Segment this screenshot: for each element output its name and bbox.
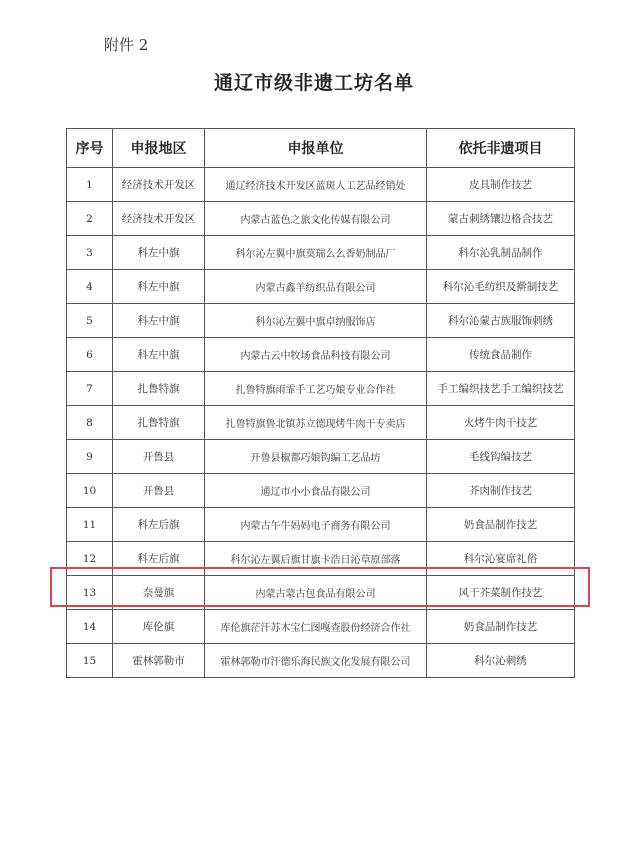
table-row: [67, 372, 575, 406]
cell-index: 7: [67, 372, 113, 406]
table-row: [67, 202, 575, 236]
cell-region: 经济技术开发区: [113, 202, 205, 236]
cell-unit: 通辽经济技术开发区蓝斑人工艺品经销处: [205, 168, 427, 202]
cell-index: 14: [67, 610, 113, 644]
cell-project: 蒙古刺绣镶边格合技艺: [427, 202, 575, 236]
cell-unit: 内蒙古蒙古包食品有限公司: [205, 576, 427, 610]
cell-unit: 库伦旗茫汗苏木宝仁图嘎查股份经济合作社: [205, 610, 427, 644]
cell-project: 毛线钩编技艺: [427, 440, 575, 474]
cell-unit: 内蒙古云中牧场食品科技有限公司: [205, 338, 427, 372]
cell-region: 经济技术开发区: [113, 168, 205, 202]
cell-unit: 霍林郭勒市汗德乐海民族文化发展有限公司: [205, 644, 427, 678]
cell-region: 霍林郭勒市: [113, 644, 205, 678]
cell-project: 科尔沁刺绣: [427, 644, 575, 678]
table-row: [67, 508, 575, 542]
cell-region: 科左中旗: [113, 270, 205, 304]
cell-index: 1: [67, 168, 113, 202]
table-row: [67, 168, 575, 202]
document-title: 通辽市级非遗工坊名单: [213, 72, 414, 94]
cell-unit: 扎鲁特旗鲁北镇苏立德现烤牛肉干专卖店: [205, 406, 427, 440]
cell-index: 4: [67, 270, 113, 304]
header-region: 申报地区: [113, 129, 205, 168]
cell-index: 11: [67, 508, 113, 542]
cell-index: 6: [67, 338, 113, 372]
cell-project: 手工编织技艺手工编织技艺: [427, 372, 575, 406]
cell-unit: 科尔沁左翼后旗甘旗卡浩日沁草原部落: [205, 542, 427, 576]
table-row: [67, 644, 575, 678]
cell-unit: 内蒙古午牛妈妈电子商务有限公司: [205, 508, 427, 542]
table-row: [67, 576, 575, 610]
cell-unit: 扎鲁特旗雨霏手工艺巧娘专业合作社: [205, 372, 427, 406]
cell-project: 科尔沁蒙古族服饰刺绣: [427, 304, 575, 338]
cell-index: 15: [67, 644, 113, 678]
cell-project: 奶食品制作技艺: [427, 610, 575, 644]
cell-index: 3: [67, 236, 113, 270]
cell-index: 8: [67, 406, 113, 440]
cell-region: 科左中旗: [113, 236, 205, 270]
cell-project: 科尔沁乳制品制作: [427, 236, 575, 270]
cell-region: 科左后旗: [113, 542, 205, 576]
cell-index: 5: [67, 304, 113, 338]
cell-project: 皮具制作技艺: [427, 168, 575, 202]
attachment-label: 附件 2: [104, 36, 149, 54]
cell-unit: 内蒙古蓝色之旅文化传媒有限公司: [205, 202, 427, 236]
table-row: [67, 304, 575, 338]
cell-region: 科左中旗: [113, 304, 205, 338]
cell-project: 风干芥菜制作技艺: [427, 576, 575, 610]
cell-project: 奶食品制作技艺: [427, 508, 575, 542]
cell-unit: 科尔沁左翼中旗莫瑞么么香奶制品厂: [205, 236, 427, 270]
cell-region: 库伦旗: [113, 610, 205, 644]
table-row: [67, 236, 575, 270]
header-unit: 申报单位: [205, 129, 427, 168]
table-row: [67, 474, 575, 508]
header-project: 依托非遗项目: [427, 129, 575, 168]
heritage-workshop-table: [66, 128, 575, 678]
table-row: [67, 406, 575, 440]
cell-index: 2: [67, 202, 113, 236]
cell-unit: 通辽市小小食品有限公司: [205, 474, 427, 508]
cell-index: 9: [67, 440, 113, 474]
table-header-row: [67, 129, 575, 168]
cell-project: 科尔沁毛纺织及擀制技艺: [427, 270, 575, 304]
cell-region: 扎鲁特旗: [113, 372, 205, 406]
cell-unit: 开鲁县椒都巧娘钩编工艺品坊: [205, 440, 427, 474]
cell-project: 传统食品制作: [427, 338, 575, 372]
cell-region: 开鲁县: [113, 440, 205, 474]
cell-project: 火烤牛肉干技艺: [427, 406, 575, 440]
cell-region: 开鲁县: [113, 474, 205, 508]
cell-region: 科左后旗: [113, 508, 205, 542]
cell-unit: 科尔沁左翼中旗卓纳服饰店: [205, 304, 427, 338]
cell-project: 芥肉制作技艺: [427, 474, 575, 508]
table-row: [67, 610, 575, 644]
cell-region: 科左中旗: [113, 338, 205, 372]
cell-unit: 内蒙古鑫羊纺织品有限公司: [205, 270, 427, 304]
cell-project: 科尔沁宴席礼俗: [427, 542, 575, 576]
table-row: [67, 338, 575, 372]
cell-index: 13: [67, 576, 113, 610]
cell-index: 10: [67, 474, 113, 508]
table-row: [67, 542, 575, 576]
table-row: [67, 270, 575, 304]
header-index: 序号: [67, 129, 113, 168]
cell-index: 12: [67, 542, 113, 576]
table-row: [67, 440, 575, 474]
cell-region: 扎鲁特旗: [113, 406, 205, 440]
cell-region: 奈曼旗: [113, 576, 205, 610]
